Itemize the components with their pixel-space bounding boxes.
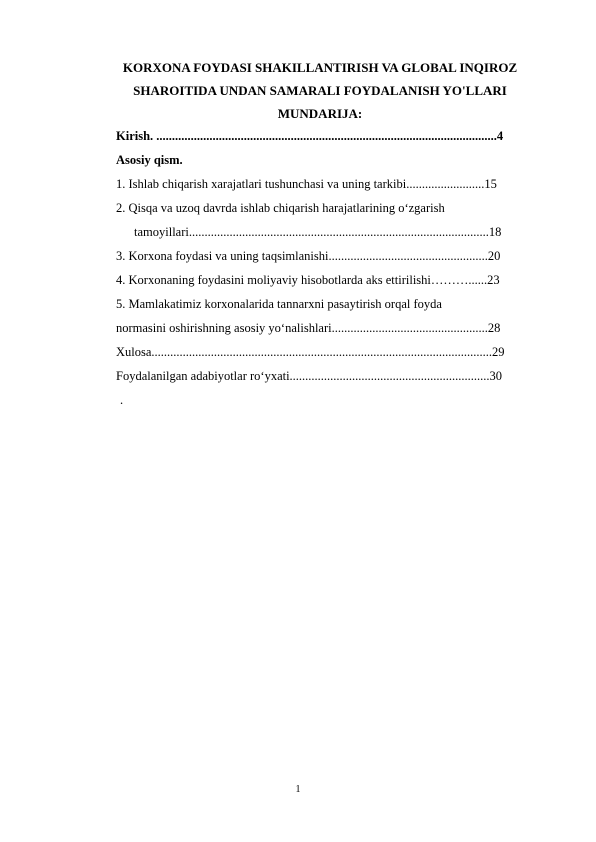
toc-entry-3: 3. Korxona foydasi va uning taqsimlanishi...................................................20 [116, 249, 501, 263]
toc-entry-4: 4. Korxonaning foydasini moliyaviy hisobotlarda aks ettirilishi………......23 [116, 273, 500, 287]
toc-section-main: Asosiy qism. [116, 153, 183, 167]
toc-entry-2-line-1: 2. Qisqa va uzoq davrda ishlab chiqarish harajatlarining o‘zgarish [116, 201, 445, 215]
title-line-1: KORXONA FOYDASI SHAKILLANTIRISH VA GLOBAL INQIROZ [122, 60, 518, 75]
toc-entry-5-line-2: normasini oshirishning asosiy yo‘nalishlari..................................................28 [116, 321, 501, 335]
toc-heading: MUNDARIJA: [277, 106, 363, 121]
toc-entry-intro: Kirish. .............................................................................................................4 [116, 129, 504, 143]
title-line-2: SHAROITIDA UNDAN SAMARALI FOYDALANISH YO'LLARI [133, 83, 507, 98]
toc-entry-2-line-2: tamoyillari................................................................................................18 [134, 225, 502, 239]
toc-entry-5-line-1: 5. Mamlakatimiz korxonalarida tannarxni pasaytirish orqal foyda [116, 297, 442, 311]
toc-entry-references: Foydalanilgan adabiyotlar ro‘yxati................................................................30 [116, 369, 503, 383]
page-number: 1 [295, 784, 301, 795]
toc-trailing-mark: . [120, 393, 124, 407]
toc-entry-conclusion: Xulosa.............................................................................................................29 [116, 345, 505, 359]
toc-entry-1: 1. Ishlab chiqarish xarajatlari tushunchasi va uning tarkibi.........................15 [116, 177, 497, 191]
document-title [95, 56, 545, 125]
